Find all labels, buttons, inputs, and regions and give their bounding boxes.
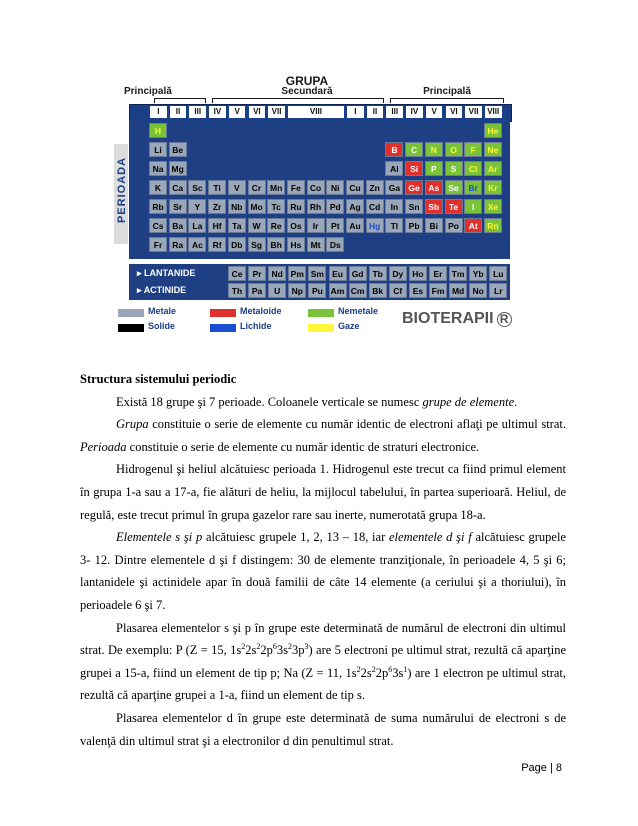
element-c: C	[405, 142, 423, 157]
element-np: Np	[288, 283, 306, 298]
element-re: Re	[267, 218, 285, 233]
element-cm: Cm	[349, 283, 367, 298]
element-i: I	[464, 199, 482, 214]
paragraph-3: Perioada constituie o serie de elemente cu număr identic de straturi electronice.	[80, 439, 480, 454]
brace-left	[154, 98, 206, 103]
legend-metale-swatch	[118, 309, 144, 317]
element-tb: Tb	[369, 266, 387, 281]
lantanide-label: ▸ LANTANIDE	[131, 266, 223, 281]
element-f: F	[464, 142, 482, 157]
element-he: He	[484, 123, 502, 138]
element-ca: Ca	[169, 180, 187, 195]
element-zr: Zr	[208, 199, 226, 214]
section-title: Structura sistemului periodic	[80, 372, 237, 386]
element-ni: Ni	[326, 180, 344, 195]
element-fm: Fm	[429, 283, 447, 298]
element-mo: Mo	[248, 199, 266, 214]
element-kr: Kr	[484, 180, 502, 195]
element-pu: Pu	[308, 283, 326, 298]
legend-metaloide: Metaloide	[240, 306, 282, 316]
perioada-label-box	[114, 144, 128, 244]
element-ga: Ga	[385, 180, 403, 195]
element-sr: Sr	[169, 199, 187, 214]
element-n: N	[425, 142, 443, 157]
element-lu: Lu	[489, 266, 507, 281]
element-al: Al	[385, 161, 403, 176]
element-h: H	[149, 123, 167, 138]
element-p: P	[425, 161, 443, 176]
element-tc: Tc	[267, 199, 285, 214]
element-ne: Ne	[484, 142, 502, 157]
element-rn: Rn	[484, 218, 502, 233]
element-y: Y	[188, 199, 206, 214]
column-header-1: I	[150, 106, 167, 118]
legend-lichide-swatch	[210, 324, 236, 332]
element-cd: Cd	[366, 199, 384, 214]
element-pm: Pm	[288, 266, 306, 281]
element-rh: Rh	[307, 199, 325, 214]
element-xe: Xe	[484, 199, 502, 214]
legend-solide-swatch	[118, 324, 144, 332]
column-header-9: I	[347, 106, 364, 118]
element-no: No	[469, 283, 487, 298]
column-header-13: V	[426, 106, 443, 118]
element-fe: Fe	[287, 180, 305, 195]
element-li: Li	[149, 142, 167, 157]
element-sm: Sm	[308, 266, 326, 281]
column-header-5: V	[229, 106, 246, 118]
element-cs: Cs	[149, 218, 167, 233]
element-gd: Gd	[349, 266, 367, 281]
element-tl: Tl	[385, 218, 403, 233]
element-bi: Bi	[425, 218, 443, 233]
element-pa: Pa	[248, 283, 266, 298]
element-nd: Nd	[268, 266, 286, 281]
element-nb: Nb	[228, 199, 246, 214]
registered-icon: R	[497, 312, 512, 327]
element-sb: Sb	[425, 199, 443, 214]
element-po: Po	[445, 218, 463, 233]
element-hs: Hs	[287, 237, 305, 252]
element-na: Na	[149, 161, 167, 176]
element-sn: Sn	[405, 199, 423, 214]
lantanide-text: LANTANIDE	[144, 268, 196, 278]
column-header-15: VII	[465, 106, 482, 118]
paragraph-1: Există 18 grupe şi 7 perioade. Coloanele verticale se numesc grupe de elemente.	[116, 394, 518, 409]
element-hg: Hg	[366, 218, 384, 233]
element-cl: Cl	[464, 161, 482, 176]
paragraph-7: Plasarea elementelor d în grupe este determinată de suma numărului de electroni s de valenţă din ultimul strat şi a electronilor d din penultimul strat.	[80, 710, 566, 748]
column-header-6: VI	[249, 106, 266, 118]
element-lr: Lr	[489, 283, 507, 298]
element-pr: Pr	[248, 266, 266, 281]
brace-right	[390, 98, 504, 103]
grupa-header: GRUPA	[285, 74, 329, 88]
element-ds: Ds	[326, 237, 344, 252]
column-header-12: IV	[406, 106, 423, 118]
element-ir: Ir	[307, 218, 325, 233]
element-o: O	[445, 142, 463, 157]
element-bh: Bh	[267, 237, 285, 252]
element-ag: Ag	[346, 199, 364, 214]
element-ac: Ac	[188, 237, 206, 252]
actinide-label: ▸ ACTINIDE	[131, 283, 223, 298]
element-am: Am	[329, 283, 347, 298]
element-pd: Pd	[326, 199, 344, 214]
element-yb: Yb	[469, 266, 487, 281]
legend-lichide: Lichide	[240, 321, 272, 331]
element-eu: Eu	[329, 266, 347, 281]
element-co: Co	[307, 180, 325, 195]
element-er: Er	[429, 266, 447, 281]
element-se: Se	[445, 180, 463, 195]
element-pb: Pb	[405, 218, 423, 233]
perioada-label: PERIOADA	[116, 156, 128, 224]
legend-metale: Metale	[148, 306, 177, 316]
legend-gaze: Gaze	[338, 321, 360, 331]
paragraph-4: Hidrogenul şi heliul alcătuiesc perioada 1. Hidrogenul este trecut ca fiind primul element în grupa 1-a sau a 17-a, fie alături de heliu, la mijlocul tabelului, în partea superioară. Heliul, de regulă, este trecut primul în grupa gazelor rare sau inerte, numerotată grupa 18-a.	[80, 462, 566, 522]
element-cf: Cf	[389, 283, 407, 298]
element-au: Au	[346, 218, 364, 233]
element-dy: Dy	[389, 266, 407, 281]
element-os: Os	[287, 218, 305, 233]
legend-nemetale-swatch	[308, 309, 334, 317]
element-ce: Ce	[228, 266, 246, 281]
column-header-3: III	[189, 106, 206, 118]
principala-left-header: Principală	[124, 86, 172, 97]
element-ba: Ba	[169, 218, 187, 233]
element-md: Md	[449, 283, 467, 298]
element-db: Db	[228, 237, 246, 252]
periodic-table-figure	[112, 74, 520, 336]
legend-metaloide-swatch	[210, 309, 236, 317]
secundara-header: Secundară	[281, 86, 333, 97]
element-cr: Cr	[248, 180, 266, 195]
element-w: W	[248, 218, 266, 233]
element-sg: Sg	[248, 237, 266, 252]
element-be: Be	[169, 142, 187, 157]
column-header-14: VI	[446, 106, 463, 118]
legend-nemetale: Nemetale	[338, 306, 379, 316]
element-rb: Rb	[149, 199, 167, 214]
element-u: U	[268, 283, 286, 298]
element-in: In	[385, 199, 403, 214]
element-k: K	[149, 180, 167, 195]
bioterapii-logo	[402, 310, 512, 328]
element-zn: Zn	[366, 180, 384, 195]
paragraph-6: Plasarea elementelor s şi p în grupe este determinată de numărul de electroni din ultimul strat. De exemplu: P (Z = 15, $1s^22s^22p^63s^23p^3$) are 5 electroni pe ultimul strat, rezultă că aparţine grupei a 15-a, fiind un element de tip p; Na (Z = 11, $1s^22s^22p^63s^1$) are 1 electron pe ultimul strat, rezultă că aparţine grupei a 1-a, fiind un element de tip s.	[80, 620, 567, 703]
paragraph-2: Grupa constituie o serie de elemente cu număr identic de electroni aflaţi pe ultimul strat.	[116, 417, 566, 432]
element-ra: Ra	[169, 237, 187, 252]
element-br: Br	[464, 180, 482, 195]
column-header-10: II	[367, 106, 384, 118]
element-mt: Mt	[307, 237, 325, 252]
element-es: Es	[409, 283, 427, 298]
element-as: As	[425, 180, 443, 195]
element-mn: Mn	[267, 180, 285, 195]
column-header-4: IV	[209, 106, 226, 118]
column-header-11: III	[386, 106, 403, 118]
principala-right-header: Principală	[423, 86, 471, 97]
element-ge: Ge	[405, 180, 423, 195]
element-si: Si	[405, 161, 423, 176]
element-b: B	[385, 142, 403, 157]
element-th: Th	[228, 283, 246, 298]
column-header-16: VIII	[485, 106, 502, 118]
element-rf: Rf	[208, 237, 226, 252]
element-pt: Pt	[326, 218, 344, 233]
legend-gaze-swatch	[308, 324, 334, 332]
logo-text: BIOTERAPII	[402, 310, 494, 327]
element-hf: Hf	[208, 218, 226, 233]
column-header-7: VII	[268, 106, 285, 118]
actinide-text: ACTINIDE	[143, 285, 187, 295]
element-bk: Bk	[369, 283, 387, 298]
body-text	[80, 368, 566, 752]
element-ru: Ru	[287, 199, 305, 214]
column-header-8: VIII	[288, 106, 344, 118]
element-at: At	[464, 218, 482, 233]
element-s: S	[445, 161, 463, 176]
element-v: V	[228, 180, 246, 195]
element-sc: Sc	[188, 180, 206, 195]
element-la: La	[188, 218, 206, 233]
paragraph-5: Elementele s şi p alcătuiesc grupele 1, 2, 13 – 18, iar elementele d şi f alcătuiesc grupele 3- 12. Dintre elementele d şi f distingem: 30 de elemente tranziţionale, în perioadele 4, 5 şi 6; lantanidele şi actinidele apar în două familii de câte 14 elemente (a ceriului şi a thoriului), în perioadele 6 şi 7.	[80, 530, 566, 612]
element-ta: Ta	[228, 218, 246, 233]
element-te: Te	[445, 199, 463, 214]
legend-solide: Solide	[148, 321, 176, 331]
page-number: Page | 8	[521, 762, 562, 774]
element-fr: Fr	[149, 237, 167, 252]
element-ho: Ho	[409, 266, 427, 281]
element-mg: Mg	[169, 161, 187, 176]
element-ti: Ti	[208, 180, 226, 195]
brace-secundara	[212, 98, 384, 103]
element-tm: Tm	[449, 266, 467, 281]
element-ar: Ar	[484, 161, 502, 176]
element-cu: Cu	[346, 180, 364, 195]
column-header-2: II	[170, 106, 187, 118]
